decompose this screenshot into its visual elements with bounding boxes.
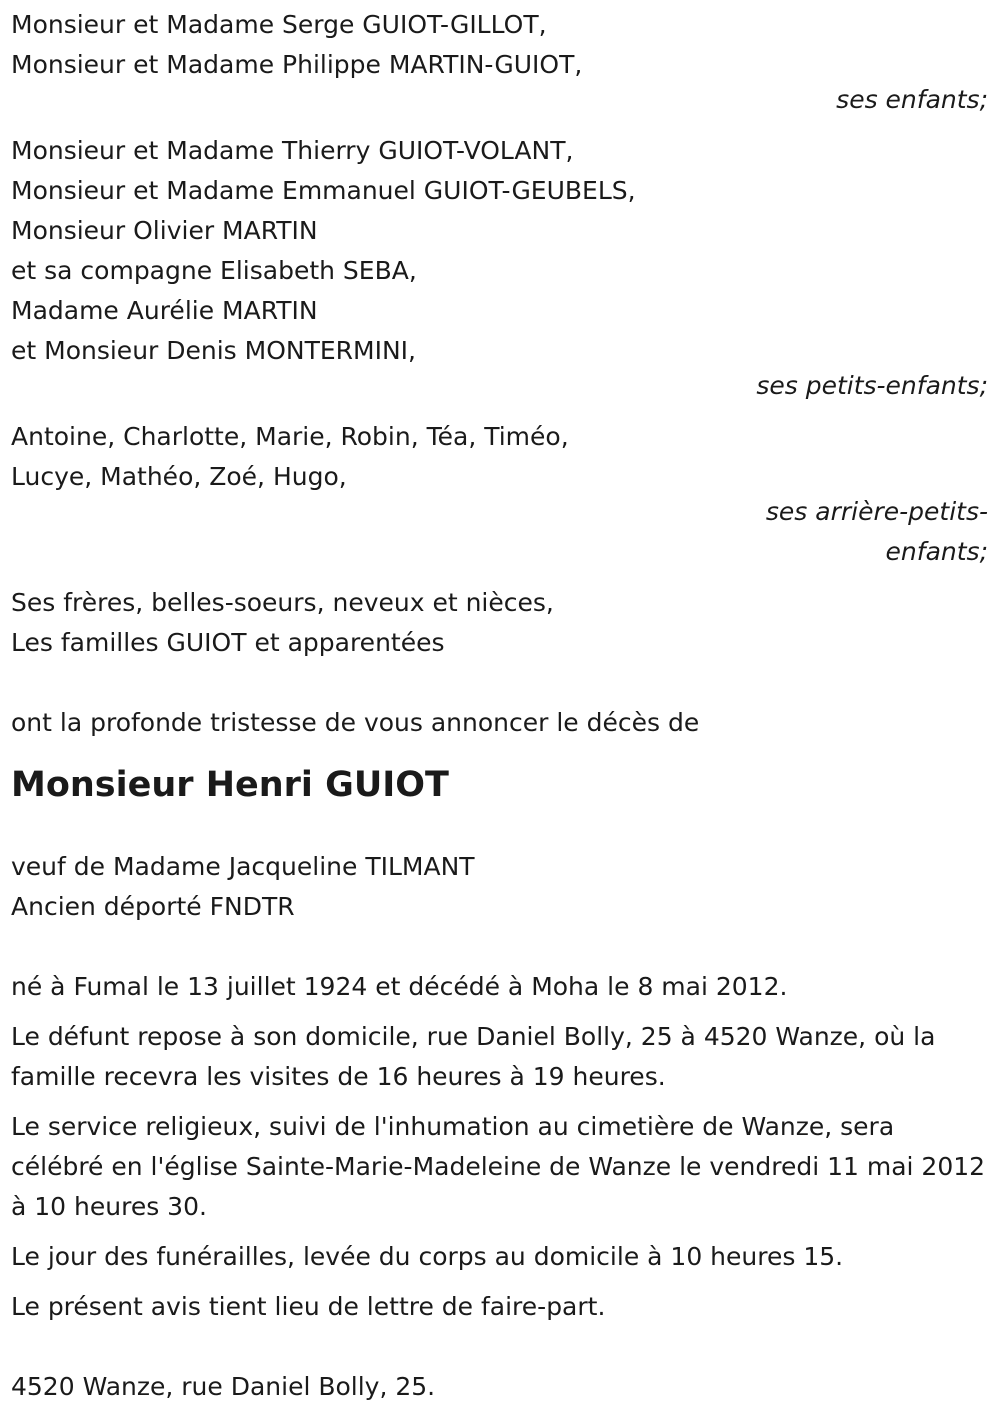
relation-label: ses petits-enfants;: [756, 371, 988, 400]
family-line: Monsieur Olivier MARTIN: [11, 216, 318, 245]
notice-paragraph: né à Fumal le 13 juillet 1924 et décédé à Moha le 8 mai 2012.: [11, 972, 788, 1001]
announcement-text: ont la profonde tristesse de vous annoncer le décès de: [11, 708, 700, 737]
relation-label: enfants;: [885, 537, 988, 566]
family-line: Antoine, Charlotte, Marie, Robin, Téa, Timéo,: [11, 422, 569, 451]
detail-line: Ancien déporté FNDTR: [11, 892, 295, 921]
family-line: Les familles GUIOT et apparentées: [11, 628, 445, 657]
notice-paragraphs: [11, 967, 990, 1327]
children-group: [11, 5, 990, 119]
family-line: et sa compagne Elisabeth SEBA,: [11, 256, 417, 285]
notice-paragraph: Le présent avis tient lieu de lettre de faire-part.: [11, 1292, 606, 1321]
family-line: Monsieur et Madame Philippe MARTIN-GUIOT,: [11, 50, 583, 79]
notice-paragraph: Le défunt repose à son domicile, rue Daniel Bolly, 25 à 4520 Wanze, où la famille recevra les visites de 16 heures à 19 heures.: [11, 1022, 936, 1091]
deceased-details: [11, 847, 990, 927]
relation-label: ses arrière-petits-: [765, 497, 988, 526]
grandchildren-group: [11, 131, 990, 405]
detail-line: veuf de Madame Jacqueline TILMANT: [11, 852, 475, 881]
family-line: Monsieur et Madame Serge GUIOT-GILLOT,: [11, 10, 547, 39]
family-line: Madame Aurélie MARTIN: [11, 296, 318, 325]
family-line: Lucye, Mathéo, Zoé, Hugo,: [11, 462, 347, 491]
address-line: 4520 Wanze, rue Daniel Bolly, 25.: [11, 1372, 436, 1401]
family-line: Ses frères, belles-soeurs, neveux et nièces,: [11, 588, 554, 617]
other-relatives-group: [11, 583, 990, 663]
deceased-name: Monsieur Henri GUIOT: [11, 765, 449, 805]
family-line: Monsieur et Madame Emmanuel GUIOT-GEUBELS,: [11, 176, 636, 205]
family-line: Monsieur et Madame Thierry GUIOT-VOLANT,: [11, 136, 574, 165]
notice-paragraph: Le service religieux, suivi de l'inhumation au cimetière de Wanze, sera célébré en l'église Sainte-Marie-Madeleine de Wanze le vendredi 11 mai 2012 à 10 heures 30.: [11, 1112, 986, 1221]
family-line: et Monsieur Denis MONTERMINI,: [11, 336, 417, 365]
great-grandchildren-group: [11, 417, 990, 571]
notice-paragraph: Le jour des funérailles, levée du corps au domicile à 10 heures 15.: [11, 1242, 844, 1271]
relation-label: ses enfants;: [836, 85, 988, 114]
